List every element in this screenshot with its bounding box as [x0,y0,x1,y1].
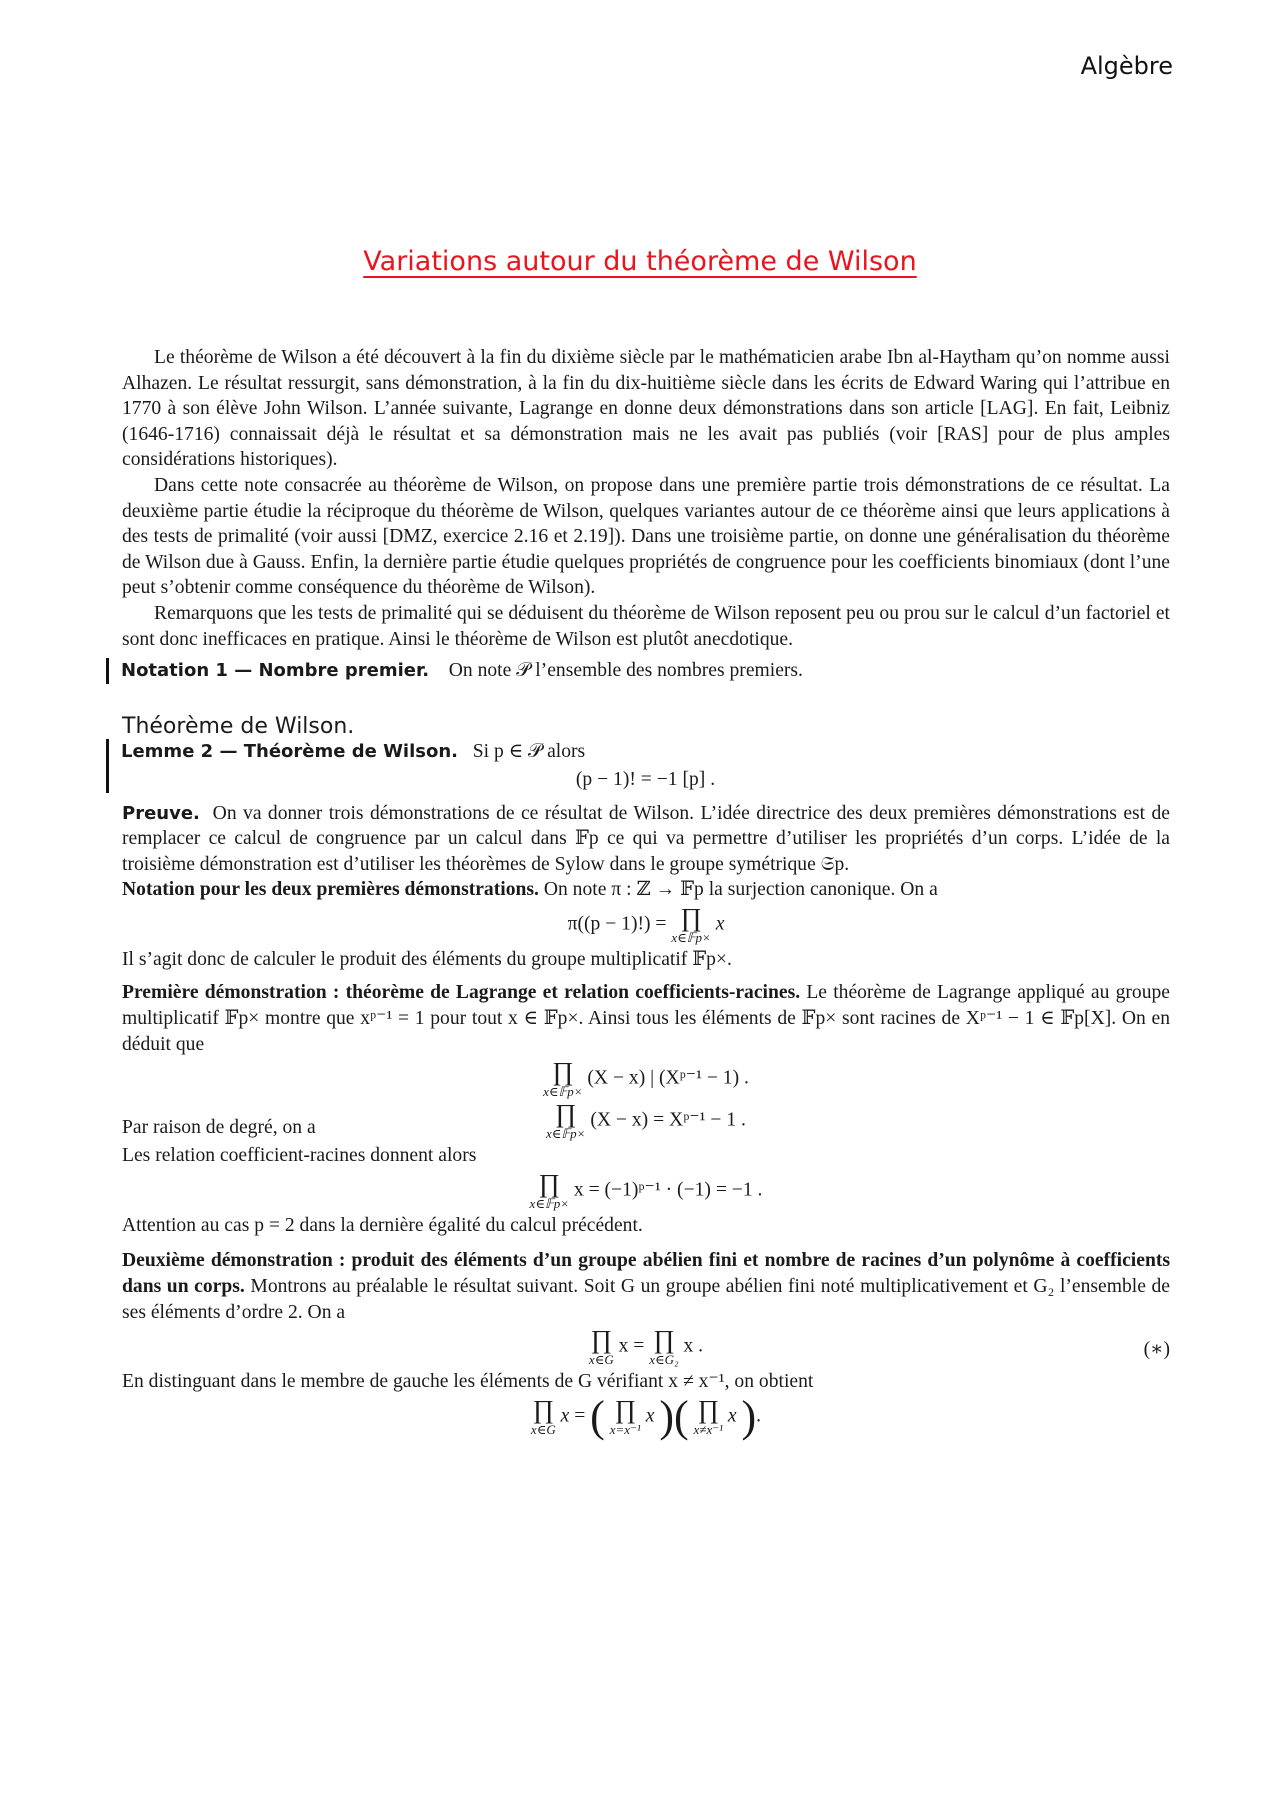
formula-rhs: x . [683,1335,704,1357]
rel-text: Les relation coefficient-racines donnent alors [122,1145,477,1167]
formula-lhs: x = [618,1335,645,1357]
notation-1 [106,658,1170,684]
proof [122,801,1170,878]
product-symbol: ∏ x∈𝔽p× [543,1057,583,1100]
formula-body: x = (−1)ᵖ⁻¹ · (−1) = −1 . [573,1179,763,1201]
formula-rhs: x [715,913,725,935]
intro-paragraph-1: Le théorème de Wilson a été découvert à la fin du dixième siècle par le mathématicien arabe Ibn al-Haytham qu’on nomme aussi Alhazen. Le résultat ressurgit, sans démonstration, à la fin du dix-huitième siècle dans les écrits de Edward Waring qui l’attribue en 1770 à son élève John Wilson. L’année suivante, Lagrange en donne deux démonstrations dans son article [LAG]. En fait, Leibniz (1646-1716) connaissait déjà le résultat et sa démonstration mais ne les avait pas publiés (voir [RAS] pour de plus amples considérations historiques). [122,347,1170,471]
left-paren: ( [590,1391,605,1441]
demo-2-formula-2: ∏ x∈G x = ( ∏ x=x⁻¹ x )( ∏ x≠x⁻¹ x ). [530,1391,762,1441]
product-subscript: x∈G₂ [649,1352,679,1368]
product-symbol: ∏ x∈𝔽p× [529,1168,569,1211]
product-subscript: x=x⁻¹ [609,1421,641,1437]
demo-2-formula-1 [122,1327,1170,1367]
right-paren: ) [659,1391,674,1441]
demo-1-label: Première démonstration : théorème de Lagrange et relation coefficients-racines. [122,982,801,1004]
notation-1-text: On note 𝒫 l’ensemble des nombres premiers. [448,660,803,682]
product-symbol: ∏ x∈G [530,1394,556,1437]
page-title: Variations autour du théorème de Wilson [363,246,917,277]
product-subscript: x∈G [530,1421,556,1437]
product-symbol: ∏ x∈G [588,1325,614,1368]
attention-text: Attention au cas p = 2 dans la dernière égalité du calcul précédent. [122,1214,643,1236]
intro-paragraph-2: Dans cette note consacrée au théorème de Wilson, on propose dans une première partie trois démonstrations de ce résultat. La deuxième partie étudie la réciproque du théorème de Wilson, quelques variantes autour de ce théorème ainsi que leurs applications à des tests de primalité (voir aussi [DMZ, exercice 2.16 et 2.19]). Dans une troisième partie, on donne une généralisation du théorème de Wilson due à Gauss. Enfin, la dernière partie étudie quelques propriétés de congruence pour les coefficients binomiaux (dont l’une peut s’obtenir comme conséquence du théorème de Wilson). [122,474,1170,599]
demo-2 [122,1248,1170,1325]
main-content [122,345,1170,1439]
formula-body: (X − x) | (Xᵖ⁻¹ − 1) . [587,1067,749,1089]
demo-1-formula-1 [122,1059,1170,1099]
proof-text: On va donner trois démonstrations de ce résultat de Wilson. L’idée directrice des deux premières démonstrations est de remplacer ce calcul de congruence par un calcul dans 𝔽p ce qui va permettre d’utiliser les propriétés d’un corps. L’idée de la troisième démonstration est d’utiliser les théorèmes de Sylow dans le groupe symétrique 𝔖p. [122,802,1170,875]
product-subscript: x∈𝔽p× [546,1126,586,1142]
notation-demo-after: Il s’agit donc de calculer le produit des éléments du groupe multiplicatif 𝔽p×. [122,948,732,970]
section-title: Théorème de Wilson. [122,713,355,739]
equation-tag: (∗) [1143,1339,1170,1361]
formula-var: x [727,1405,737,1427]
notation-1-label: Notation 1 — Nombre premier. [121,660,430,682]
lemma-2-label: Lemme 2 — Théorème de Wilson. [121,741,458,763]
formula-body: (X − x) = Xᵖ⁻¹ − 1 . [590,1109,746,1131]
header-section: Algèbre [1080,52,1173,80]
notation-demo-formula [122,902,1170,945]
product-symbol: ∏ x∈G₂ [649,1325,679,1368]
product-symbol: ∏ x=x⁻¹ [609,1394,641,1437]
notation-demo [122,877,1170,903]
formula-lhs: π((p − 1)!) = [567,913,667,935]
dist-text: En distinguant dans le membre de gauche les éléments de G vérifiant x ≠ x⁻¹, on obtient [122,1371,814,1393]
product-subscript: x∈𝔽p× [671,929,711,945]
product-symbol: ∏ x≠x⁻¹ [693,1394,723,1437]
product-subscript: x≠x⁻¹ [693,1421,723,1437]
degree-text: Par raison de degré, on a [122,1117,316,1139]
product-subscript: x∈𝔽p× [529,1195,569,1211]
intro-paragraph-3: Remarquons que les tests de primalité qui se déduisent du théorème de Wilson reposent peu ou prou sur le calcul d’un factoriel et sont donc inefficaces en pratique. Ainsi le théorème de Wilson est plutôt anecdotique. [122,602,1170,650]
demo-1 [122,980,1170,1057]
product-subscript: x∈G [588,1352,614,1368]
demo-1-formula-3 [122,1168,1170,1211]
lemma-2 [106,739,1170,792]
notation-demo-text: On note π : ℤ → 𝔽p la surjection canonique. On a [543,879,938,901]
lemma-2-text: Si p ∈ 𝒫 alors [472,741,586,763]
right-paren: ) [741,1391,757,1441]
formula-var: x [645,1405,655,1427]
formula-var: x [560,1405,570,1427]
product-symbol: ∏ x∈𝔽p× [546,1099,586,1142]
notation-demo-label: Notation pour les deux premières démonstrations. [122,879,539,901]
product-symbol: ∏ x∈𝔽p× [671,902,711,945]
proof-label: Preuve. [122,802,200,824]
left-paren: ( [673,1391,689,1441]
lemma-2-formula: (p − 1)! = −1 [p] . [575,768,716,790]
demo-1-formula-2-row [122,1101,1170,1141]
demo-1-text: Le théorème de Lagrange appliqué au groupe multiplicatif 𝔽p× montre que xᵖ⁻¹ = 1 pour tout x ∈ 𝔽p×. Ainsi tous les éléments de 𝔽p× sont racines de Xᵖ⁻¹ − 1 ∈ 𝔽p[X]. On en déduit que [122,982,1170,1055]
product-subscript: x∈𝔽p× [543,1084,583,1100]
demo-2-text: Montrons au préalable le résultat suivant. Soit G un groupe abélien fini noté multiplicativement et G₂ l’ensemble de ses éléments d’ordre 2. On a [122,1276,1170,1323]
demo-2-label: Deuxième démonstration : produit des éléments d’un groupe abélien fini et nombre de racines d’un polynôme à coefficients dans un corps. [122,1250,1170,1298]
